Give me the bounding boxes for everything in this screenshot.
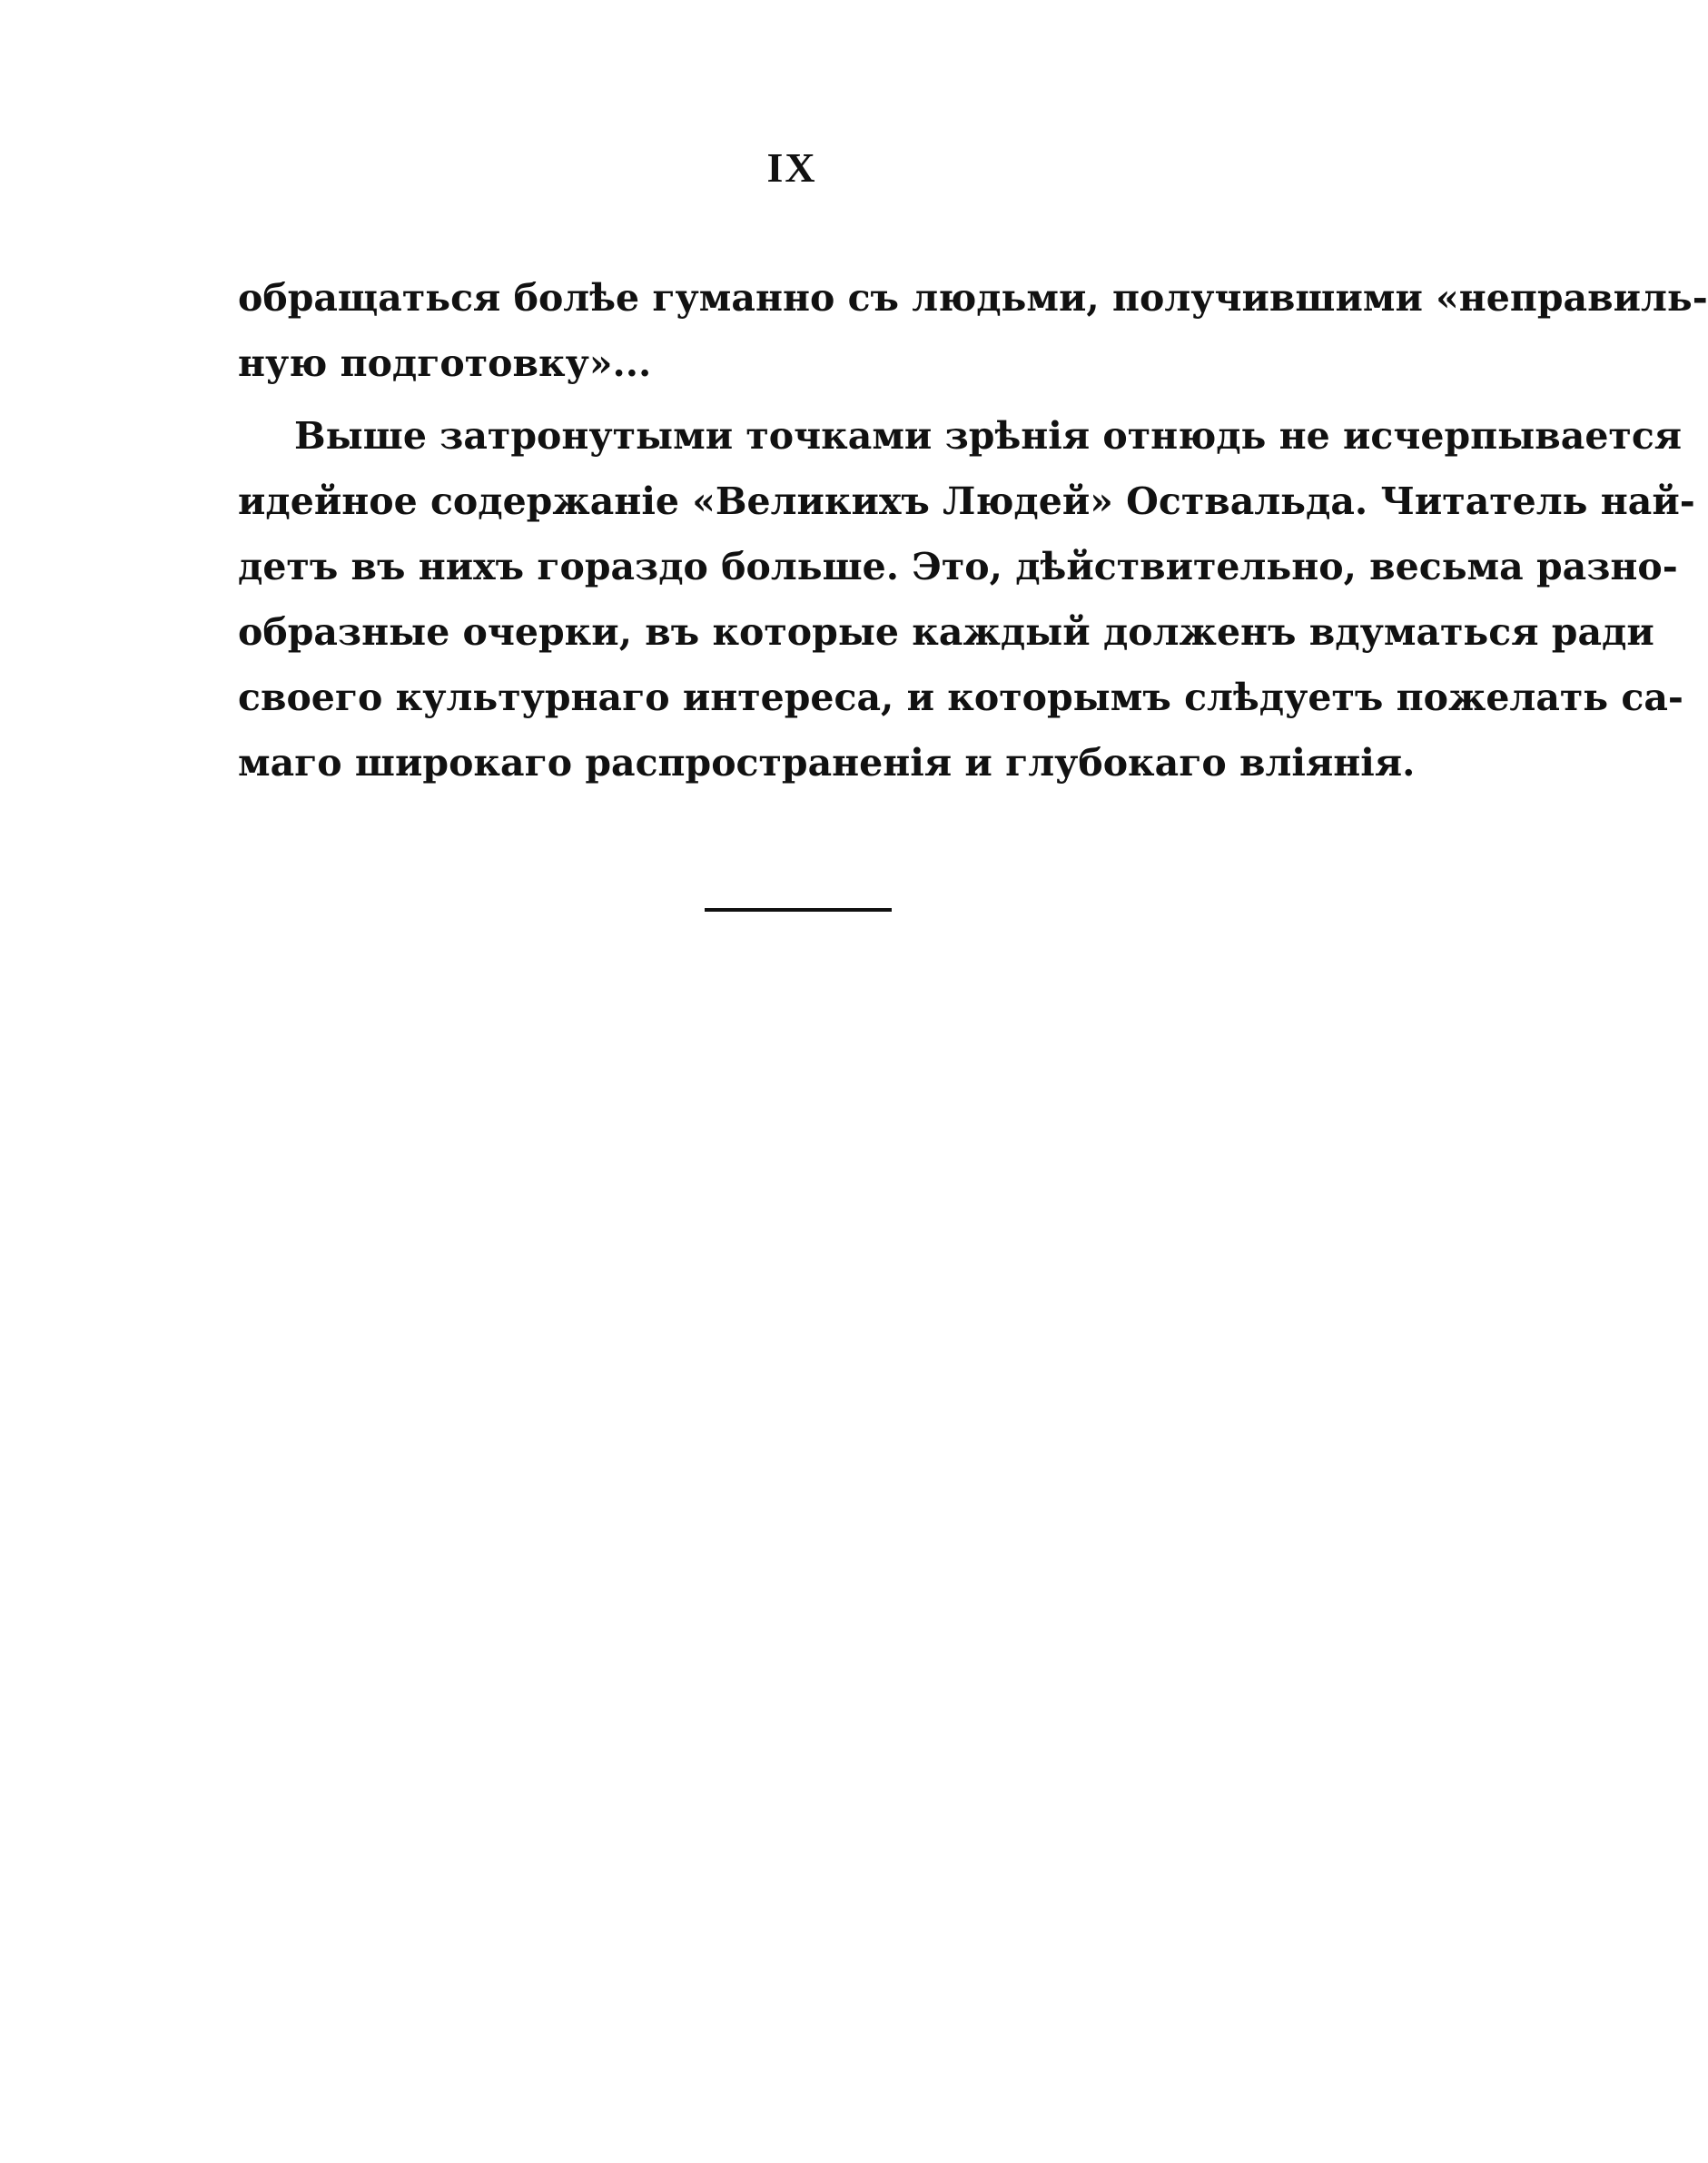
text-line: идейное содержаніе «Великихъ Людей» Оствальда. Читатель най-	[238, 479, 1695, 523]
text-line: ную подготовку»...	[238, 341, 652, 385]
paragraph-1	[238, 265, 1708, 396]
text-line: маго широкаго распространенія и глубокаго вліянія.	[238, 741, 1416, 785]
text-line: образные очерки, въ которые каждый долженъ вдуматься ради	[238, 610, 1654, 654]
page-number: IX	[766, 144, 817, 191]
text-line: Выше затронутыми точками зрѣнія отнюдь не исчерпывается	[294, 414, 1683, 458]
text-line: своего культурнаго интереса, и которымъ слѣдуетъ пожелать са-	[238, 676, 1683, 719]
text-line: обращаться болѣе гуманно съ людьми, получившими «неправиль-	[238, 276, 1708, 320]
paragraph-gap	[238, 396, 1351, 403]
text-line: детъ въ нихъ гораздо больше. Это, дѣйствительно, весьма разно-	[238, 545, 1678, 588]
section-divider-rule	[705, 908, 892, 912]
paragraph-2	[238, 403, 1695, 795]
body-text	[238, 265, 1708, 795]
